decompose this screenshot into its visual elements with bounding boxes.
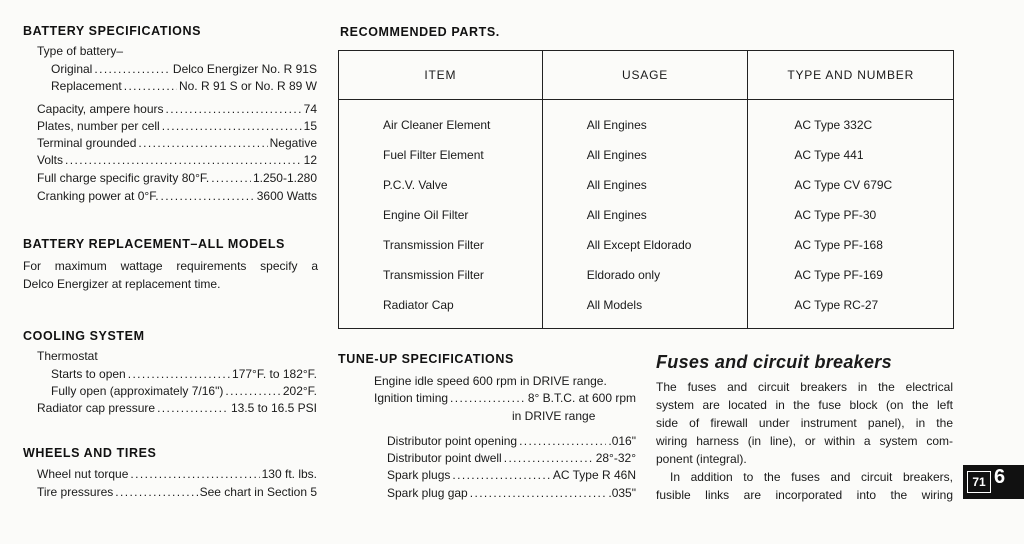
ignition-timing-row — [374, 390, 636, 407]
type-cell: AC Type PF-30 — [748, 200, 954, 230]
torque-value: 130 ft. lbs. — [261, 467, 317, 481]
fuses-p1-line: system are located in the fuse block (on the left — [656, 398, 953, 412]
terminal-label: Terminal grounded — [37, 136, 137, 150]
usage-cell: All Models — [542, 290, 748, 329]
point-dwell-value: 28°-32° — [595, 451, 636, 465]
fully-open-row — [51, 383, 317, 400]
cranking-value: 3600 Watts — [256, 189, 317, 203]
usage-cell: All Except Eldorado — [542, 230, 748, 260]
radiator-cap-row — [37, 400, 317, 417]
replacement-value: No. R 91 S or No. R 89 W — [178, 79, 317, 93]
table-row — [339, 140, 954, 170]
plates-row — [37, 118, 317, 135]
volts-value: 12 — [303, 153, 317, 167]
starts-value: 177°F. to 182°F. — [232, 367, 317, 381]
battery-replacement-line2: Delco Energizer at replacement time. — [23, 277, 221, 291]
point-opening-label: Distributor point opening — [387, 434, 518, 448]
item-cell: Transmission Filter — [339, 230, 543, 260]
thermostat-label: Thermostat — [37, 349, 98, 363]
wheel-torque-row — [37, 466, 317, 483]
fully-value: 202°F. — [282, 384, 317, 398]
item-cell: Air Cleaner Element — [339, 100, 543, 141]
item-cell: Fuel Filter Element — [339, 140, 543, 170]
cooling-system-heading: COOLING SYSTEM — [23, 329, 145, 343]
spark-plugs-label: Spark plugs — [387, 468, 451, 482]
table-row — [339, 200, 954, 230]
battery-replacement-heading: BATTERY REPLACEMENT–ALL MODELS — [23, 237, 285, 251]
type-cell: AC Type PF-169 — [748, 260, 954, 290]
recommended-parts-table — [338, 50, 954, 329]
usage-cell: All Engines — [542, 170, 748, 200]
replacement-label: Replacement — [51, 79, 122, 93]
point-dwell-row — [387, 450, 636, 467]
volts-label: Volts — [37, 153, 64, 167]
table-row — [339, 100, 954, 141]
fuses-p1-line: The fuses and circuit breakers in the electrical — [656, 380, 953, 394]
table-header-row — [339, 51, 954, 100]
page-tab — [963, 465, 1024, 499]
fuses-p2-line: fusible links are incorporated into the wiring — [656, 488, 953, 502]
idle-speed: Engine idle speed 600 rpm in DRIVE range. — [374, 374, 607, 388]
gravity-label: Full charge specific gravity 80°F. — [37, 171, 210, 185]
spark-plugs-row — [387, 467, 636, 484]
terminal-value: Negative — [269, 136, 317, 150]
item-cell: Radiator Cap — [339, 290, 543, 329]
spark-plug-gap-label: Spark plug gap — [387, 486, 468, 500]
item-cell: Engine Oil Filter — [339, 200, 543, 230]
terminal-row — [37, 135, 317, 152]
header-usage: USAGE — [542, 51, 748, 100]
item-cell: P.C.V. Valve — [339, 170, 543, 200]
battery-specs-heading: BATTERY SPECIFICATIONS — [23, 24, 202, 38]
point-opening-row — [387, 433, 636, 450]
capacity-label: Capacity, ampere hours — [37, 102, 164, 116]
type-cell: AC Type CV 679C — [748, 170, 954, 200]
section-number: 6 — [994, 466, 1006, 488]
header-item: ITEM — [339, 51, 543, 100]
capacity-row — [37, 101, 317, 118]
cranking-row — [37, 188, 317, 205]
usage-cell: Eldorado only — [542, 260, 748, 290]
page-number: 71 — [967, 471, 991, 493]
type-cell: AC Type RC-27 — [748, 290, 954, 329]
header-type-number: TYPE AND NUMBER — [748, 51, 954, 100]
battery-replacement-row — [51, 78, 317, 95]
fuses-p2-line: In addition to the fuses and circuit breakers, — [670, 470, 953, 484]
spark-plugs-value: AC Type R 46N — [552, 468, 636, 482]
starts-open-row — [51, 366, 317, 383]
type-cell: AC Type 441 — [748, 140, 954, 170]
spark-plug-gap-value: .035" — [608, 486, 636, 500]
gravity-row — [37, 170, 317, 187]
usage-cell: All Engines — [542, 200, 748, 230]
fuses-p1-line: ponent (integral). — [656, 452, 747, 466]
fuses-paragraph-2 — [656, 468, 953, 504]
ignition-value-continued: in DRIVE range — [512, 409, 596, 423]
table-row — [339, 170, 954, 200]
item-cell: Transmission Filter — [339, 260, 543, 290]
point-opening-value: .016" — [608, 434, 636, 448]
original-label: Original — [51, 62, 93, 76]
wheels-tires-heading: WHEELS AND TIRES — [23, 446, 157, 460]
battery-original-row — [51, 61, 317, 78]
fully-label: Fully open (approximately 7/16") — [51, 384, 224, 398]
fuses-p1-line: side of firewall under instrument panel), in the — [656, 416, 953, 430]
starts-label: Starts to open — [51, 367, 126, 381]
table-row — [339, 290, 954, 329]
volts-row — [37, 152, 317, 169]
plates-value: 15 — [303, 119, 317, 133]
tuneup-heading: TUNE-UP SPECIFICATIONS — [338, 352, 514, 366]
gravity-value: 1.250-1.280 — [252, 171, 317, 185]
recommended-parts-heading: RECOMMENDED PARTS. — [340, 25, 500, 39]
battery-replacement-line1: For maximum wattage requirements specify a — [23, 259, 318, 273]
plates-label: Plates, number per cell — [37, 119, 160, 133]
fuses-heading: Fuses and circuit breakers — [656, 352, 892, 372]
table-row — [339, 260, 954, 290]
pressure-value: See chart in Section 5 — [199, 485, 317, 499]
capacity-value: 74 — [303, 102, 317, 116]
torque-label: Wheel nut torque — [37, 467, 129, 481]
table-row — [339, 230, 954, 260]
usage-cell: All Engines — [542, 100, 748, 141]
cranking-label: Cranking power at 0°F. — [37, 189, 159, 203]
type-cell: AC Type 332C — [748, 100, 954, 141]
cap-value: 13.5 to 16.5 PSI — [230, 401, 317, 415]
battery-type-label: Type of battery– — [37, 44, 124, 58]
point-dwell-label: Distributor point dwell — [387, 451, 502, 465]
ignition-label: Ignition timing — [374, 391, 449, 405]
usage-cell: All Engines — [542, 140, 748, 170]
ignition-value: 8° B.T.C. at 600 rpm — [527, 391, 636, 405]
pressure-label: Tire pressures — [37, 485, 114, 499]
spark-plug-gap-row — [387, 485, 636, 502]
original-value: Delco Energizer No. R 91S — [172, 62, 317, 76]
fuses-paragraph-1 — [656, 378, 953, 468]
cap-label: Radiator cap pressure — [37, 401, 156, 415]
type-cell: AC Type PF-168 — [748, 230, 954, 260]
tire-pressure-row — [37, 484, 317, 501]
fuses-p1-line: wiring harness (in line), or within a system com- — [656, 434, 953, 448]
